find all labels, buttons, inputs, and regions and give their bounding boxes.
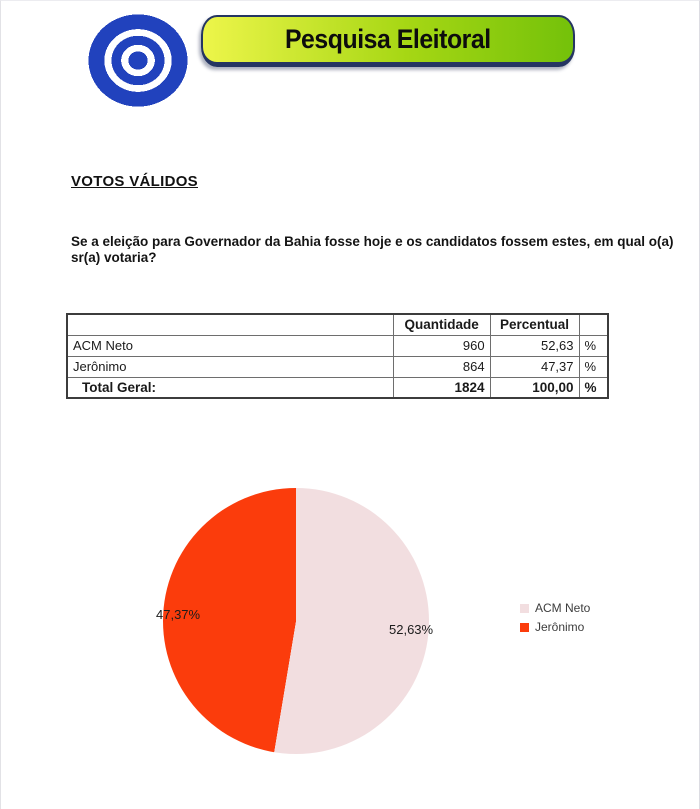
header-unit: [579, 314, 608, 335]
candidate-percent: 52,63: [490, 335, 579, 356]
percent-sign: %: [579, 335, 608, 356]
table-header-row: [67, 314, 608, 335]
percent-sign: %: [579, 356, 608, 377]
chart-legend: [520, 601, 590, 634]
total-label: Total Geral:: [67, 377, 393, 398]
survey-question: Se a eleição para Governador da Bahia fosse hoje e os candidatos fossem estes, em qual o(a) sr(a) votaria?: [71, 234, 674, 265]
table-total-row: [67, 377, 608, 398]
table-row: [67, 356, 608, 377]
header-empty: [67, 314, 393, 335]
section-heading: VOTOS VÁLIDOS: [71, 173, 198, 190]
table-row: [67, 335, 608, 356]
bullseye-logo: [87, 13, 189, 108]
header-quantidade: Quantidade: [393, 314, 490, 335]
legend-item-jeronimo: [520, 620, 590, 634]
title-banner: [201, 15, 575, 67]
results-table: [66, 313, 609, 399]
candidate-percent: 47,37: [490, 356, 579, 377]
candidate-name: Jerônimo: [67, 356, 393, 377]
total-count: 1824: [393, 377, 490, 398]
legend-swatch: [520, 623, 529, 632]
candidate-count: 864: [393, 356, 490, 377]
pie-slice-label-jeronimo: 47,37%: [156, 607, 201, 622]
banner-title: Pesquisa Eleitoral: [285, 24, 491, 54]
percent-sign: %: [579, 377, 608, 398]
total-percent: 100,00: [490, 377, 579, 398]
pie-slice-label-acm-neto: 52,63%: [389, 622, 434, 637]
legend-label: ACM Neto: [535, 601, 591, 615]
candidate-name: ACM Neto: [67, 335, 393, 356]
legend-swatch: [520, 604, 529, 613]
legend-item-acm-neto: [520, 601, 590, 615]
candidate-count: 960: [393, 335, 490, 356]
pie-chart: [163, 488, 429, 754]
header-percentual: Percentual: [490, 314, 579, 335]
legend-label: Jerônimo: [535, 620, 585, 634]
